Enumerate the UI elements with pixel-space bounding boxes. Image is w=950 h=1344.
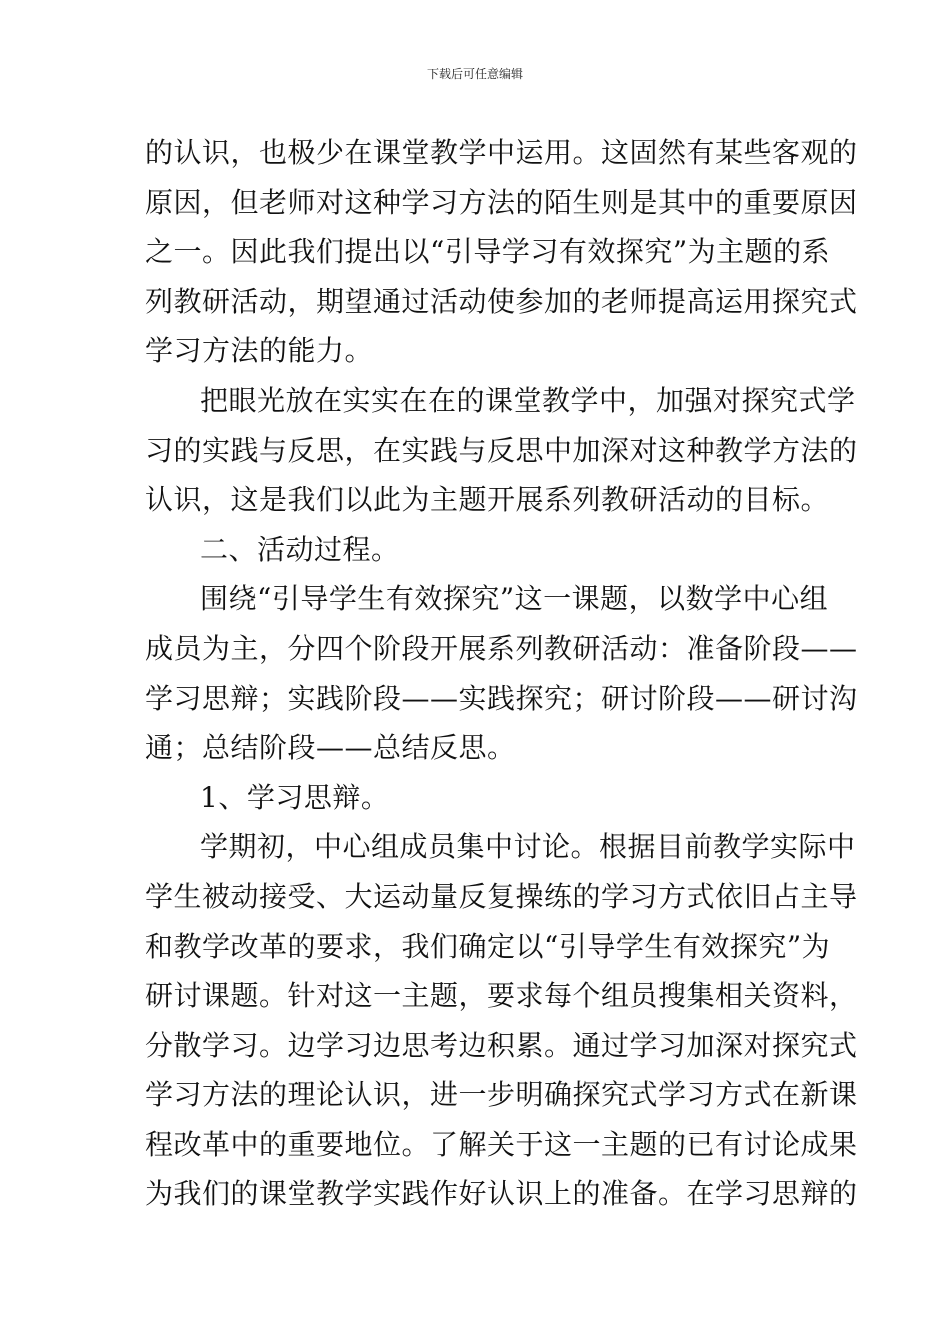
text-line: 学生被动接受、大运动量反复操练的学习方式依旧占主导: [145, 879, 858, 913]
text-line: 围绕“引导学生有效探究”这一课题，以数学中心组: [200, 582, 829, 616]
text-line: 为我们的课堂教学实践作好认识上的准备。在学习思辩的: [145, 1177, 858, 1211]
text-line: 的认识，也极少在课堂教学中运用。这固然有某些客观的: [145, 136, 858, 169]
text-line: 通；总结阶段——总结反思。: [145, 731, 516, 765]
text-line: 1、学习思辩。: [200, 780, 390, 814]
text-line: 之一。因此我们提出以“引导学习有效探究”为主题的系: [145, 235, 831, 269]
text-line: 学期初，中心组成员集中讨论。根据目前教学实际中: [200, 830, 856, 864]
document-body: [145, 128, 858, 1219]
text-line: 研讨课题。针对这一主题，要求每个组员搜集相关资料，: [145, 979, 858, 1013]
page-header: 下载后可任意编辑: [426, 67, 523, 81]
text-line: 习的实践与反思，在实践与反思中加深对这种教学方法的: [145, 433, 858, 467]
text-line: 程改革中的重要地位。了解关于这一主题的已有讨论成果: [145, 1127, 858, 1161]
text-line: 成员为主，分四个阶段开展系列教研活动：准备阶段——: [145, 631, 858, 665]
text-line: 认识，这是我们以此为主题开展系列教研活动的目标。: [145, 483, 830, 517]
text-line: 学习方法的能力。: [145, 334, 374, 368]
text-line: 列教研活动，期望通过活动使参加的老师提高运用探究式: [145, 284, 858, 318]
text-line: 把眼光放在实实在在的课堂教学中，加强对探究式学: [200, 383, 856, 417]
text-line: 分散学习。边学习边思考边积累。通过学习加深对探究式: [145, 1028, 858, 1062]
text-line: 和教学改革的要求，我们确定以“引导学生有效探究”为: [145, 929, 831, 963]
text-line: 学习思辩；实践阶段——实践探究；研讨阶段——研讨沟: [145, 681, 858, 715]
text-line: 学习方法的理论认识，进一步明确探究式学习方式在新课: [145, 1078, 858, 1112]
text-line: 二、活动过程。: [200, 532, 400, 566]
text-line: 原因，但老师对这种学习方法的陌生则是其中的重要原因: [145, 185, 858, 219]
